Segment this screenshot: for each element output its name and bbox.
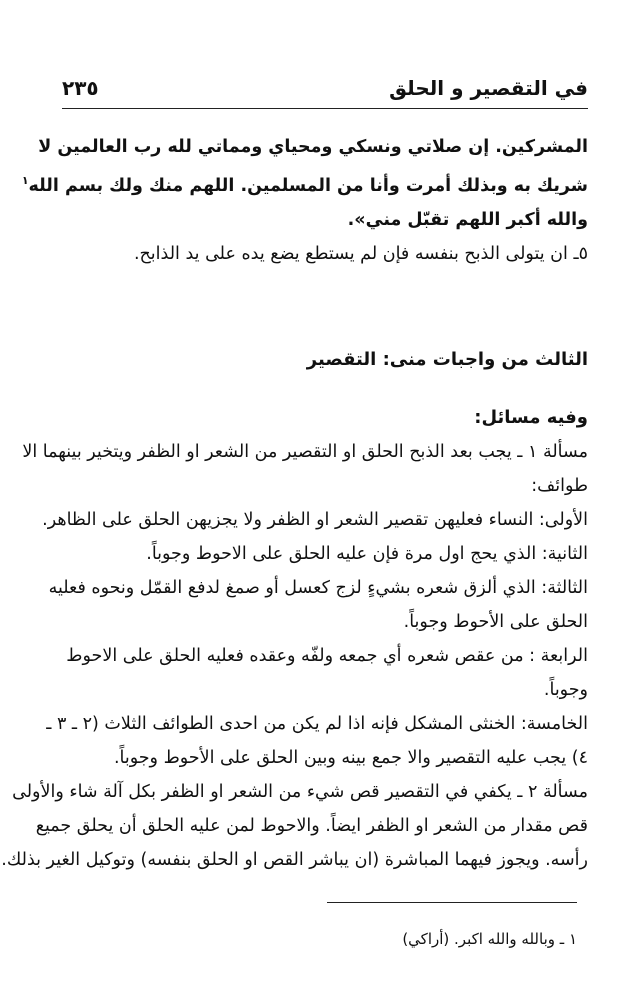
section-line: قص مقدار من الشعر او الظفر ايضاً. والاحوط لمن عليه الحلق أن يحلق جميع [35, 815, 588, 836]
paragraph-line: المشركين. إن صلاتي ونسكي ومحياي ومماتي لله رب العالمين لا [38, 137, 588, 157]
section-line: الحلق على الأحوط وجوباً. [403, 611, 588, 632]
section-line: ٤) يجب عليه التقصير والا جمع بينه وبين الحلق على الأحوط وجوباً. [113, 747, 588, 768]
page-number: ٢٣٥ [62, 76, 99, 100]
paragraph-line: والله أكبر اللهم تقبّل مني». [347, 209, 588, 230]
section-line: الثالثة: الذي ألزق شعره بشيءٍ لزج كعسل أو صمغ لدفع القمّل ونحوه فعليه [48, 577, 588, 598]
section-line: مسألة ٢ ـ يكفي في التقصير قص شيء من الشعر او الظفر بكل آلة شاء والأولى [12, 781, 588, 802]
footnote-divider [327, 902, 577, 903]
footnote-marker: ١ [21, 174, 29, 187]
running-header [62, 72, 588, 108]
numbered-item: ٥ـ ان يتولى الذبح بنفسه فإن لم يستطع يضع يده على يد الذابح. [133, 243, 588, 264]
section-line: الرابعة : من عقص شعره أي جمعه ولفّه وعقده فعليه الحلق على الاحوط [66, 645, 588, 666]
section-line: طوائف: [531, 475, 588, 496]
section-line: مسألة ١ ـ يجب بعد الذبح الحلق او التقصير من الشعر او الظفر ويتخير بينهما الا [22, 441, 588, 462]
section-line: الخامسة: الخنثى المشكل فإنه اذا لم يكن من احدى الطوائف الثلاث (٢ ـ ٣ ـ [46, 713, 588, 734]
main-text [1, 130, 588, 877]
section-line: الأولى: النساء فعليهن تقصير الشعر او الظفر ولا يجزيهن الحلق على الظاهر. [42, 509, 588, 530]
paragraph-line-text: شريك به وبذلك أمرت وأنا من المسلمين. اللهم منك ولك بسم الله [28, 175, 588, 196]
section-line: الثانية: الذي يحج اول مرة فإن عليه الحلق على الاحوط وجوباً. [146, 543, 588, 564]
paragraph-line-with-footnote [21, 164, 588, 203]
footnote: ١ ـ وبالله والله اكبر. (أراكي) [402, 930, 577, 948]
header-divider [62, 108, 588, 109]
chapter-title: في التقصير و الحلق [389, 76, 588, 100]
section-intro: وفيه مسائل: [474, 406, 588, 428]
section-line: رأسه. ويجوز فيهما المباشرة (ان يباشر القص او الحلق بنفسه) وتوكيل الغير بذلك. [1, 849, 588, 870]
section-heading: الثالث من واجبات منى: التقصير [306, 348, 588, 370]
section-line: وجوباً. [543, 679, 588, 700]
